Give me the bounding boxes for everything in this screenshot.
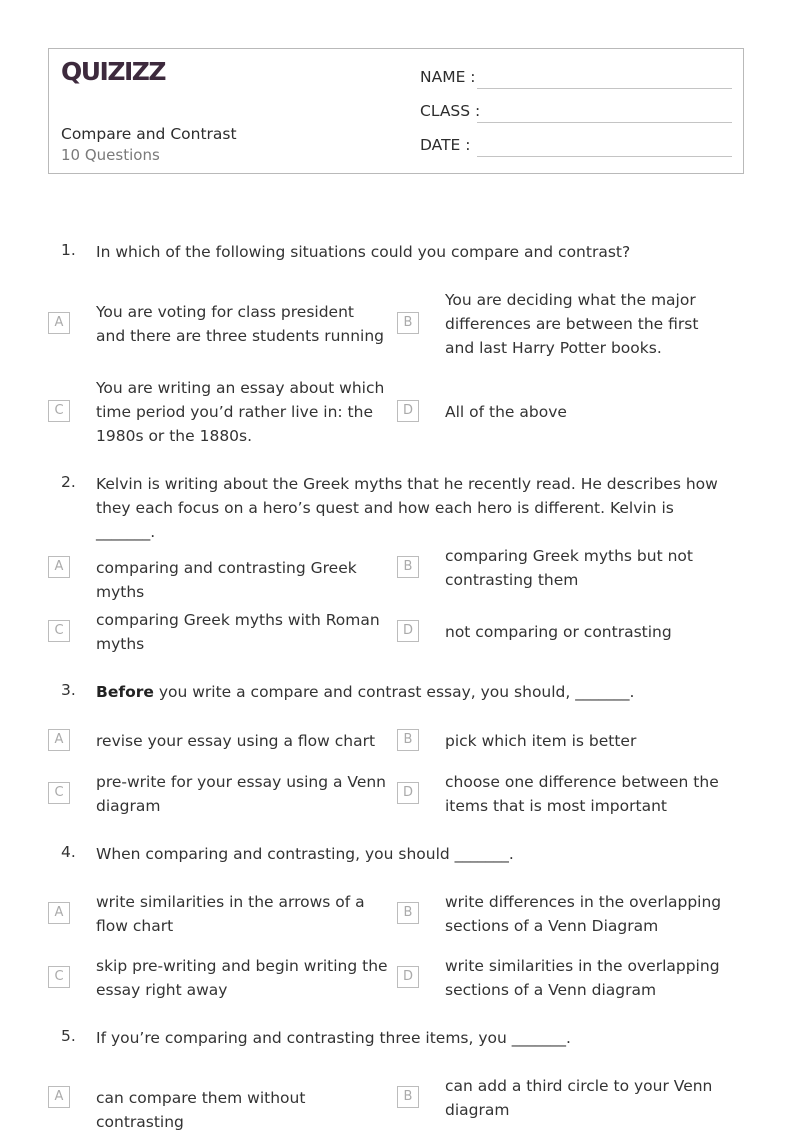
option-a-box[interactable]: A (48, 1086, 70, 1108)
option-d-box[interactable]: D (397, 782, 419, 804)
option-b-text: You are deciding what the major differences are between the first and last Harry Potter books. (445, 291, 699, 357)
question-text-rest: you write a compare and contrast essay, you should, _______. (153, 683, 635, 701)
option-b-box[interactable]: B (397, 556, 419, 578)
date-label: DATE : (420, 136, 471, 154)
question-text (96, 680, 726, 704)
name-label: NAME : (420, 68, 476, 86)
option-b-text: write differences in the overlapping sections of a Venn Diagram (445, 893, 722, 935)
option-a-box[interactable]: A (48, 556, 70, 578)
option-d-box[interactable]: D (397, 966, 419, 988)
option-b-text: comparing Greek myths but not contrasting them (445, 547, 693, 589)
option-b-box[interactable]: B (397, 312, 419, 334)
option-c-text: skip pre-writing and begin writing the essay right away (96, 957, 388, 999)
option-b-box[interactable]: B (397, 729, 419, 751)
option-a-box[interactable]: A (48, 902, 70, 924)
question-number: 3. (61, 681, 76, 699)
option-c-box[interactable]: C (48, 400, 70, 422)
option-b-box[interactable]: B (397, 1086, 419, 1108)
option-c-text: pre-write for your essay using a Venn diagram (96, 773, 387, 815)
option-a-text: You are voting for class president and there are three students running (96, 303, 385, 345)
option-b-text: can add a third circle to your Venn diagram (445, 1077, 713, 1119)
option-d-text: choose one difference between the items that is most important (445, 773, 719, 815)
question-text: Kelvin is writing about the Greek myths that he recently read. He describes how they each focus on a hero’s quest and how each hero is different. Kelvin is _______. (96, 475, 718, 541)
option-b-text: pick which item is better (445, 732, 637, 750)
option-d-box[interactable]: D (397, 620, 419, 642)
question-text: In which of the following situations could you compare and contrast? (96, 243, 631, 261)
worksheet-title: Compare and Contrast (61, 125, 237, 143)
question-number: 4. (61, 843, 76, 861)
question-text: If you’re comparing and contrasting three items, you _______. (96, 1029, 571, 1047)
quizizz-logo: QUIZIZZ (61, 57, 166, 86)
question-number: 5. (61, 1027, 76, 1045)
worksheet-header (48, 48, 744, 174)
question-text-bold: Before (96, 683, 154, 701)
question-number: 1. (61, 241, 76, 259)
option-c-box[interactable]: C (48, 782, 70, 804)
option-d-text: write similarities in the overlapping sections of a Venn diagram (445, 957, 720, 999)
option-a-text: write similarities in the arrows of a flow chart (96, 893, 365, 935)
question-text: When comparing and contrasting, you should _______. (96, 845, 514, 863)
option-a-box[interactable]: A (48, 312, 70, 334)
date-line[interactable] (477, 156, 732, 157)
option-c-text: comparing Greek myths with Roman myths (96, 611, 380, 653)
option-a-box[interactable]: A (48, 729, 70, 751)
option-a-text: comparing and contrasting Greek myths (96, 559, 357, 601)
class-label: CLASS : (420, 102, 481, 120)
question-number: 2. (61, 473, 76, 491)
option-c-text: You are writing an essay about which time period you’d rather live in: the 1980s or the 1880s. (96, 379, 385, 445)
option-d-text: All of the above (445, 403, 567, 421)
class-line[interactable] (477, 122, 732, 123)
name-line[interactable] (477, 88, 732, 89)
option-c-box[interactable]: C (48, 620, 70, 642)
option-a-text: revise your essay using a flow chart (96, 732, 376, 750)
question-count: 10 Questions (61, 146, 160, 164)
option-b-box[interactable]: B (397, 902, 419, 924)
option-d-text: not comparing or contrasting (445, 623, 672, 641)
option-c-box[interactable]: C (48, 966, 70, 988)
option-a-text: can compare them without contrasting (96, 1089, 306, 1131)
option-d-box[interactable]: D (397, 400, 419, 422)
